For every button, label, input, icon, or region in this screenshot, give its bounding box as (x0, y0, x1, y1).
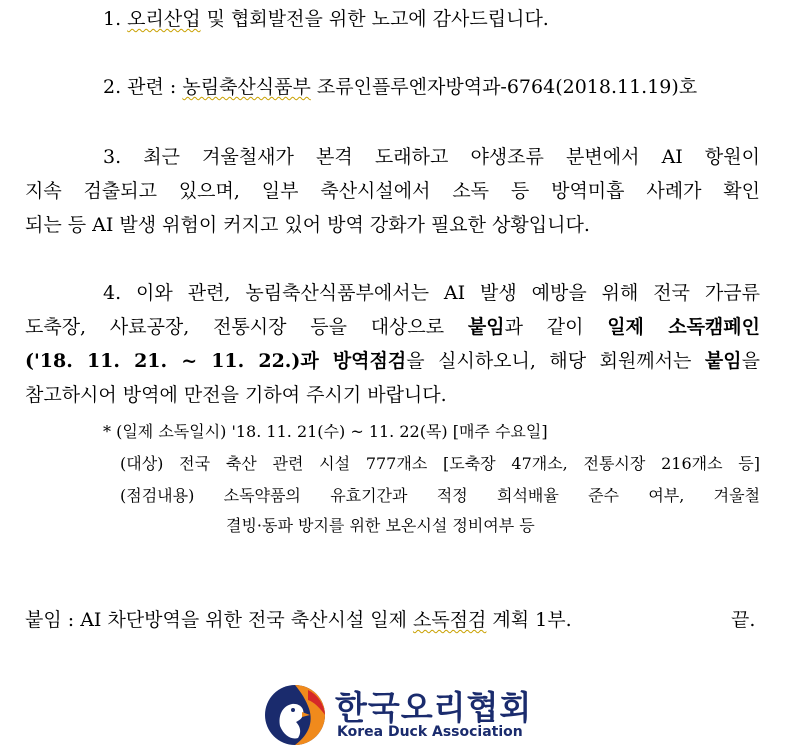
paragraph-4-line-3: ('18. 11. 21. ~ 11. 22.)과 방역점검을 실시하오니, 해당 회원께서는 붙임을 (25, 350, 760, 372)
paragraph-4-line-1: 4. 이와 관련, 농림축산식품부에서는 AI 발생 예방을 위해 전국 가금류 (103, 282, 760, 304)
paragraph-1: 1. 오리산업 및 협회발전을 위한 노고에 감사드립니다. (103, 8, 549, 30)
paragraph-3-line-2: 지속 검출되고 있으며, 일부 축산시설에서 소독 등 방역미흡 사례가 확인 (25, 180, 760, 202)
inspection-highlight: ('18. 11. 21. ~ 11. 22.)과 방역점검 (25, 350, 407, 372)
paragraph-3-line-1: 3. 최근 겨울철새가 본격 도래하고 야생조류 분변에서 AI 항원이 (103, 146, 760, 168)
paragraph-3-line-3: 되는 등 AI 발생 위험이 커지고 있어 방역 강화가 필요한 상황입니다. (25, 214, 590, 236)
logo-subtitle: Korea Duck Association (337, 724, 523, 740)
paragraph-4-line-2: 도축장, 사료공장, 전통시장 등을 대상으로 붙임과 같이 일제 소독캠페인 (25, 316, 760, 338)
note-inspection-cont: 결빙·동파 방지를 위한 보온시설 정비여부 등 (226, 516, 535, 535)
paragraph-2-reference: 2. 관련 : 농림축산식품부 조류인플루엔자방역과-6764(2018.11.19)호 (103, 76, 698, 98)
underlined-term: 오리산업 (127, 8, 201, 30)
campaign-highlight: 일제 소독캠페인 (607, 316, 760, 338)
association-logo (262, 680, 562, 750)
end-mark: 끝. (731, 609, 756, 631)
note-target: (대상) 전국 축산 관련 시설 777개소 [도축장 47개소, 전통시장 216개소 등] (120, 454, 760, 473)
attachment-line: 붙임 : AI 차단방역을 위한 전국 축산시설 일제 소독점검 계획 1부. (25, 609, 572, 631)
underlined-term: 소독점검 (412, 609, 487, 631)
note-inspection: (점검내용) 소독약품의 유효기간과 적정 희석배율 준수 여부, 겨울철 (120, 486, 760, 505)
logo-title: 한국오리협회 (335, 688, 533, 727)
paragraph-4-line-4: 참고하시어 방역에 만전을 기하여 주시기 바랍니다. (25, 384, 447, 406)
underlined-term: 농림축산식품부 (182, 76, 311, 98)
duck-emblem-icon (262, 682, 328, 748)
note-schedule: * (일제 소독일시) '18. 11. 21(수) ~ 11. 22(목) [매주 수요일] (103, 422, 548, 441)
